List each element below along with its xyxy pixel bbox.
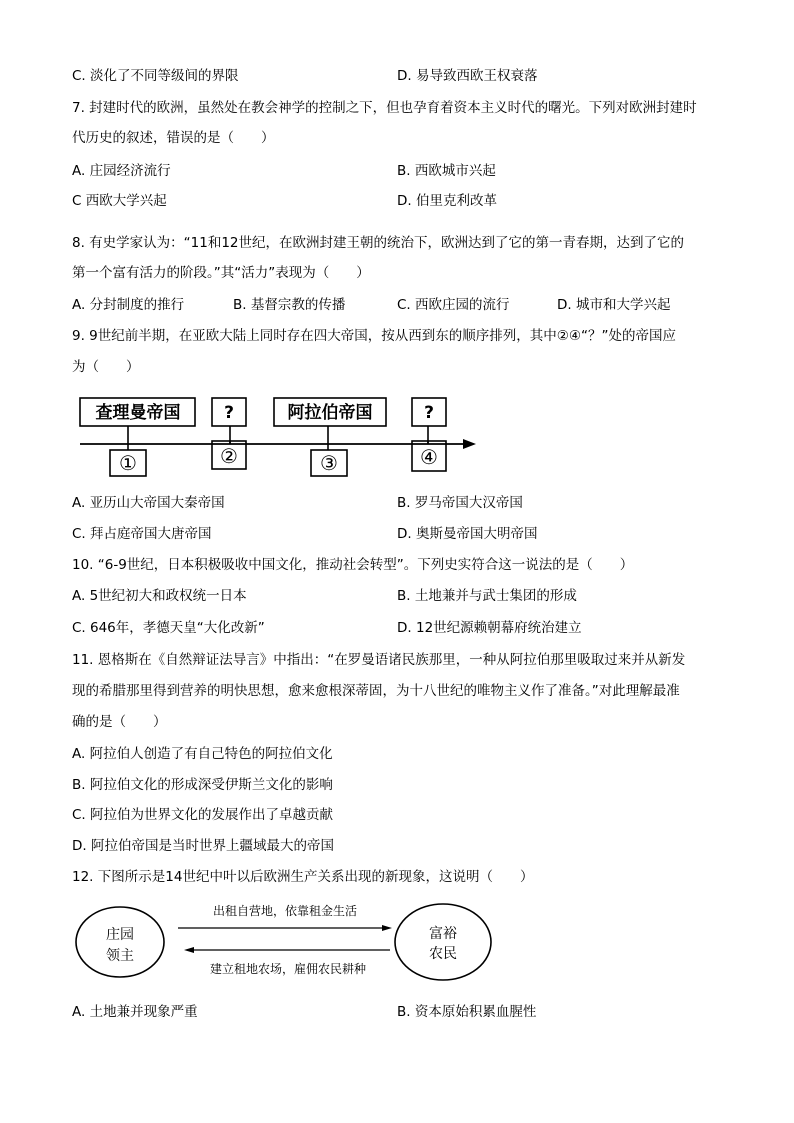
q12-stem: 12. 下图所示是14世纪中叶以后欧洲生产关系出现的新现象，这说明（ ） xyxy=(72,869,534,885)
q12-peasant-label-1: 富裕 xyxy=(429,926,457,942)
q8-option-d: D. 城市和大学兴起 xyxy=(557,297,671,313)
q11-stem-line2: 现的希腊那里得到营养的明快思想，愈来愈根深蒂固，为十八世纪的唯物主义作了准备。”对此理解最准 xyxy=(72,683,680,699)
q12-relation-diagram xyxy=(0,890,794,1010)
q7-stem-line2: 代历史的叙述，错误的是（ ） xyxy=(72,130,275,146)
q10-option-c: C. 646年，孝德天皇“大化改新” xyxy=(72,620,265,636)
q9-box2-label: ? xyxy=(224,403,234,423)
q9-option-a: A. 亚历山大帝国大秦帝国 xyxy=(72,495,225,511)
q9-marker-4: ④ xyxy=(420,445,438,469)
q12-option-a: A. 土地兼并现象严重 xyxy=(72,1004,198,1020)
q12-peasant-label-2: 农民 xyxy=(429,946,457,962)
q9-marker-1: ① xyxy=(119,451,137,475)
q9-option-b: B. 罗马帝国大汉帝国 xyxy=(397,495,523,511)
q6-option-c: C. 淡化了不同等级间的界限 xyxy=(72,68,239,84)
q9-box3-label: 阿拉伯帝国 xyxy=(287,403,373,423)
q10-option-b: B. 土地兼并与武士集团的形成 xyxy=(397,588,577,604)
q9-marker-3: ③ xyxy=(320,451,338,475)
q9-stem-line2: 为（ ） xyxy=(72,359,140,375)
q11-stem-line3: 确的是（ ） xyxy=(72,714,167,730)
q9-stem-line1: 9. 9世纪前半期，在亚欧大陆上同时存在四大帝国，按从西到东的顺序排列，其中②④“？”处的帝国应 xyxy=(72,328,676,344)
q7-stem-line1: 7. 封建时代的欧洲，虽然处在教会神学的控制之下，但也孕育着资本主义时代的曙光。下列对欧洲封建时 xyxy=(72,100,697,116)
q9-timeline-arrowhead xyxy=(463,439,476,449)
q9-box4-label: ? xyxy=(424,403,434,423)
q10-option-a: A. 5世纪初大和政权统一日本 xyxy=(72,588,247,604)
q8-option-a: A. 分封制度的推行 xyxy=(72,297,185,313)
q9-marker-2: ② xyxy=(220,444,238,468)
q11-option-b: B. 阿拉伯文化的形成深受伊斯兰文化的影响 xyxy=(72,777,333,793)
q6-option-d: D. 易导致西欧王权衰落 xyxy=(397,68,538,84)
q7-option-c: C 西欧大学兴起 xyxy=(72,193,167,209)
q8-option-c: C. 西欧庄园的流行 xyxy=(397,297,510,313)
q7-option-d: D. 伯里克利改革 xyxy=(397,193,497,209)
q12-peasant-circle xyxy=(395,904,491,980)
q10-stem: 10. “6-9世纪，日本积极吸收中国文化，推动社会转型”。下列史实符合这一说法的是（ ） xyxy=(72,557,634,573)
q12-top-arrow-label: 出租自营地，依靠租金生活 xyxy=(212,904,358,918)
q8-stem-line2: 第一个富有活力的阶段。”其“活力”表现为（ ） xyxy=(72,265,370,281)
q12-option-b: B. 资本原始积累血腥性 xyxy=(397,1004,537,1020)
q11-option-c: C. 阿拉伯为世界文化的发展作出了卓越贡献 xyxy=(72,807,334,823)
q12-lord-label-1: 庄园 xyxy=(106,927,134,943)
q9-empire-timeline-diagram xyxy=(0,0,794,490)
q7-option-b: B. 西欧城市兴起 xyxy=(397,163,496,179)
q8-stem-line1: 8. 有史学家认为：“11和12世纪，在欧洲封建王朝的统治下，欧洲达到了它的第一青春期，达到了它的 xyxy=(72,235,685,251)
q11-option-a: A. 阿拉伯人创造了有自己特色的阿拉伯文化 xyxy=(72,746,333,762)
q8-option-b: B. 基督宗教的传播 xyxy=(233,297,346,313)
q12-bottom-arrow-label: 建立租地农场，雇佣农民耕种 xyxy=(209,962,367,976)
q12-lord-label-2: 领主 xyxy=(106,948,134,964)
q9-option-d: D. 奥斯曼帝国大明帝国 xyxy=(397,526,538,542)
q9-box1-label: 查理曼帝国 xyxy=(95,403,181,423)
q7-option-a: A. 庄园经济流行 xyxy=(72,163,171,179)
q10-option-d: D. 12世纪源赖朝幕府统治建立 xyxy=(397,620,582,636)
q11-stem-line1: 11. 恩格斯在《自然辩证法导言》中指出：“在罗曼语诸民族那里，一种从阿拉伯那里吸取过来并从新发 xyxy=(72,652,686,668)
q9-option-c: C. 拜占庭帝国大唐帝国 xyxy=(72,526,212,542)
q11-option-d: D. 阿拉伯帝国是当时世界上疆域最大的帝国 xyxy=(72,838,334,854)
